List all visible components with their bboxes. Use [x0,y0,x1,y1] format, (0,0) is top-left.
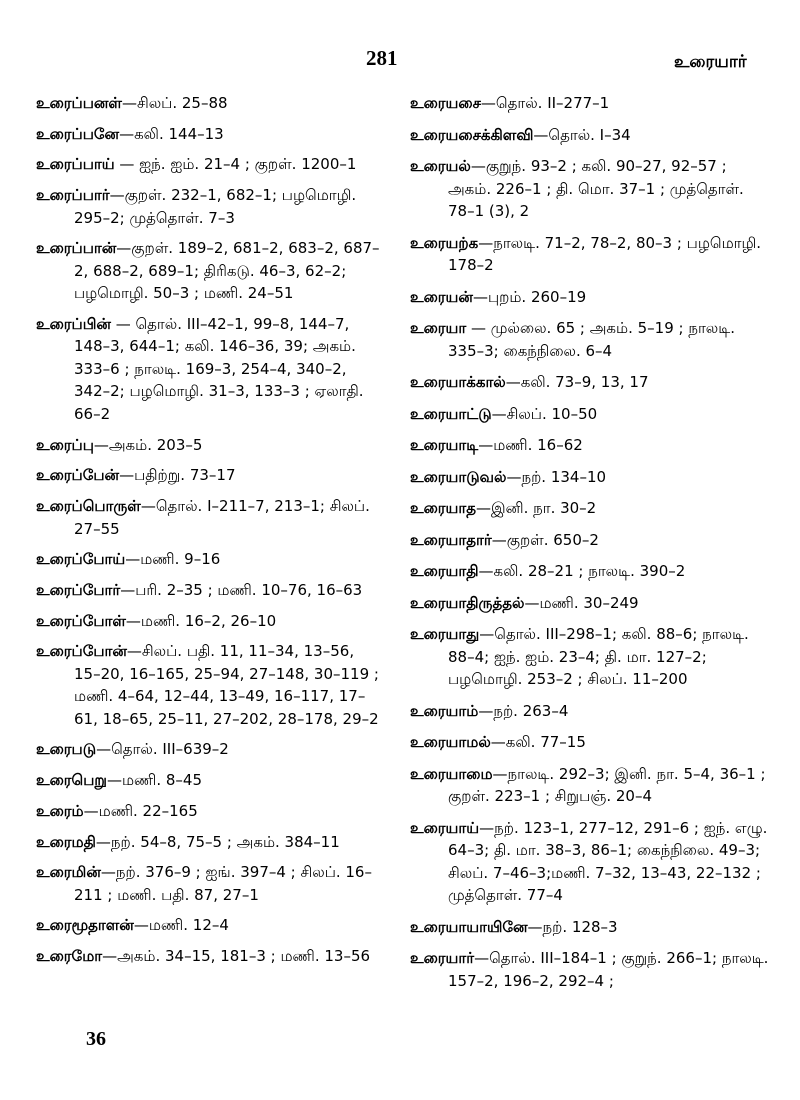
entry-references: —புறம். 260–19 [472,287,587,306]
index-entry [36,548,380,571]
index-entry [410,529,770,552]
index-entry [36,861,380,906]
entry-headword: உரைப்பின் [36,314,111,333]
entry-references: —நற். 263–4 [478,701,569,720]
entry-references: — ஐந். ஐம். 21–4 ; குறள். 1200–1 [114,155,357,174]
entry-references: —கலி. 73–9, 13, 17 [505,373,649,391]
index-entry [36,464,380,487]
entry-headword: உரைப்பொருள் [36,497,141,515]
entry-headword: உரையன் [410,287,473,306]
index-entry [410,155,770,223]
entry-references: —நாலடி. 292–3; இனி. நா. 5–4, 36–1 ; குறள். 223–1 ; சிறுபஞ். 20–4 [448,764,766,805]
index-entry [410,817,770,907]
entry-references: —அகம். 34–15, 181–3 ; மணி. 13–56 [102,947,371,966]
index-entry [36,123,380,146]
entry-headword: உரையாதி [410,562,479,580]
entry-headword: உரையாட்டு [410,404,492,423]
left-column [36,92,380,976]
entry-references: —குறள். 650–2 [491,530,599,549]
entry-headword: உரைமின் [36,863,101,882]
entry-headword: உரையசைக்கிளவி [410,125,534,144]
index-entry [36,184,380,229]
entry-references: —தொல். III–298–1; கலி. 88–6; நாலடி. 88–4; ஐந். ஐம். 23–4; தி. மா. 127–2; பழமொழி. 253–2 ; சிலப். 11–200 [448,625,749,688]
index-entry [410,763,770,808]
entry-references: —கலி. 77–15 [490,733,586,751]
entry-headword: உரைபடு [36,740,97,759]
entry-references: —அகம். 203–5 [93,435,203,454]
entry-headword: உரைப்பான் [36,239,117,258]
entry-references: —நற். 134–10 [506,467,607,486]
entry-references: —சிலப். 10–50 [491,404,598,423]
index-entry [36,579,380,602]
entry-headword: உரையாம் [410,701,479,720]
entry-references: —மணி. 8–45 [106,771,202,790]
index-entry [36,434,380,457]
index-entry [36,831,380,854]
entry-references: —தொல். I–211–7, 213–1; சிலப். 27–55 [74,497,370,538]
entry-headword: உரைப்பனே [36,124,120,143]
index-entry [410,286,770,309]
entry-references: —பதிற்று. 73–17 [119,466,236,485]
index-entry [410,947,770,992]
page-number: 281 [366,46,398,70]
entry-references: —தொல். II–277–1 [480,94,610,112]
entry-headword: உரையார் [410,949,475,967]
entry-headword: உரையாய் [410,818,480,837]
index-entry [410,560,770,583]
entry-references: —மணி. 16–62 [478,436,583,454]
entry-headword: உரையாது [410,625,480,643]
entry-headword: உரைமதி [36,832,96,851]
index-entry [36,738,380,761]
entry-headword: உரையாக்கால் [410,373,506,391]
index-entry [410,623,770,691]
entry-headword: உரைமோ [36,947,103,966]
entry-references: —மணி. 30–249 [524,593,639,612]
index-entry [36,769,380,792]
entry-headword: உரையாதிருத்தல் [410,593,525,612]
index-entry [410,124,770,147]
entry-references: —நாலடி. 71–2, 78–2, 80–3 ; பழமொழி. 178–2 [448,233,762,274]
entry-references: —குறள். 232–1, 682–1; பழமொழி. 295–2; முத்தொள். 7–3 [74,186,357,227]
index-entry [410,592,770,615]
running-head: உரையார் [674,52,747,72]
entry-headword: உரையல் [410,157,471,175]
index-entry [36,92,380,115]
entry-references: —சிலப். 25–88 [121,94,228,112]
entry-references: —கலி. 144–13 [119,124,224,143]
index-entry [410,371,770,394]
entry-references: —நற். 376–9 ; ஐங். 397–4 ; சிலப். 16–211 ; மணி. பதி. 87, 27–1 [74,863,372,904]
index-entry [410,403,770,426]
entry-references: —தொல். III–639–2 [96,740,229,759]
entry-references: —மணி. 22–165 [83,801,198,820]
entry-references: —மணி. 12–4 [133,916,229,935]
entry-references: —சிலப். பதி. 11, 11–34, 13–56, 15–20, 16–165, 25–94, 27–148, 30–119 ; மணி. 4–64, 12–44, 13–49, 16–117, 17–61, 18–65, 25–11, 27–202, 28–178, 29–2 [74,642,379,728]
entry-headword: உரைப்போன் [36,642,127,661]
entry-headword: உரைப்போர் [36,580,121,599]
index-entry [36,640,380,730]
entry-headword: உரைப்போள் [36,611,126,630]
entry-headword: உரைப்பாய் [36,155,115,174]
index-entry [36,153,380,176]
entry-headword: உரைப்பேன் [36,466,120,485]
right-column [410,92,770,1001]
entry-headword: உரையாடுவல் [410,467,507,486]
entry-references: —தொல். I–34 [533,125,631,144]
entry-headword: உரையாத [410,499,477,517]
entry-headword: உரையசை [410,94,481,112]
entry-headword: உரைப்பார் [36,186,110,205]
entry-headword: உரையாடி [410,436,479,454]
entry-headword: உரையாயாயினே [410,917,528,936]
index-entry [410,916,770,939]
entry-references: —இனி. நா. 30–2 [476,499,597,517]
entry-references: —நற். 54–8, 75–5 ; அகம். 384–11 [95,832,340,851]
entry-headword: உரைமூதாளன் [36,916,134,935]
entry-headword: உரையாமல் [410,733,491,751]
index-entry [36,914,380,937]
entry-headword: உரைப்பனள் [36,94,122,112]
entry-references: —நற். 128–3 [527,917,618,936]
entry-headword: உரைப்போய் [36,550,126,569]
entry-references: — தொல். III–42–1, 99–8, 144–7, 148–3, 644–1; கலி. 146–36, 39; அகம். 333–6 ; நாலடி. 169–3, 254–4, 340–2, 342–2; பழமொழி. 31–3, 133–3 ; ஏலாதி. 66–2 [74,314,364,423]
entry-references: — முல்லை. 65 ; அகம். 5–19 ; நாலடி. 335–3; கைந்நிலை. 6–4 [448,319,735,360]
entry-headword: உரையாதார் [410,530,492,549]
entry-references: —மணி. 16–2, 26–10 [125,611,277,630]
index-entry [410,731,770,754]
index-entry [410,434,770,457]
index-entry [36,800,380,823]
entry-references: —குறுந். 93–2 ; கலி. 90–27, 92–57 ; அகம். 226–1 ; தி. மொ. 37–1 ; முத்தொள். 78–1 (3), 2 [448,157,744,220]
entry-headword: உரையாமை [410,764,493,783]
index-entry [410,317,770,362]
footer-number: 36 [86,1028,106,1050]
entry-references: —பரி. 2–35 ; மணி. 10–76, 16–63 [120,580,363,599]
index-entry [410,466,770,489]
entry-headword: உரைபெறு [36,771,107,790]
entry-references: —கலி. 28–21 ; நாலடி. 390–2 [478,562,686,580]
entry-headword: உரையற்க [410,233,479,252]
entry-references: —தொல். III–184–1 ; குறுந். 266–1; நாலடி. 157–2, 196–2, 292–4 ; [448,949,769,990]
entry-headword: உரைம் [36,801,84,820]
entry-headword: உரைப்பு [36,435,94,454]
index-entry [36,945,380,968]
index-entry [36,237,380,305]
entry-references: —குறள். 189–2, 681–2, 683–2, 687–2, 688–2, 689–1; திரிகடு. 46–3, 62–2; பழமொழி. 50–3 ; மணி. 24–51 [74,239,380,303]
index-entry [410,700,770,723]
entry-references: —நற். 123–1, 277–12, 291–6 ; ஐந். எழு. 64–3; தி. மா. 38–3, 86–1; கைந்நிலை. 49–3; சிலப். 7–46–3;மணி. 7–32, 13–43, 22–132 ; முத்தொள். 77–4 [448,818,768,904]
index-entry [410,92,770,115]
index-entry [36,610,380,633]
entry-headword: உரையா [410,319,467,337]
index-entry [410,497,770,520]
index-entry [36,495,380,540]
entry-references: —மணி. 9–16 [125,550,221,569]
index-entry [410,232,770,277]
index-entry [36,313,380,426]
